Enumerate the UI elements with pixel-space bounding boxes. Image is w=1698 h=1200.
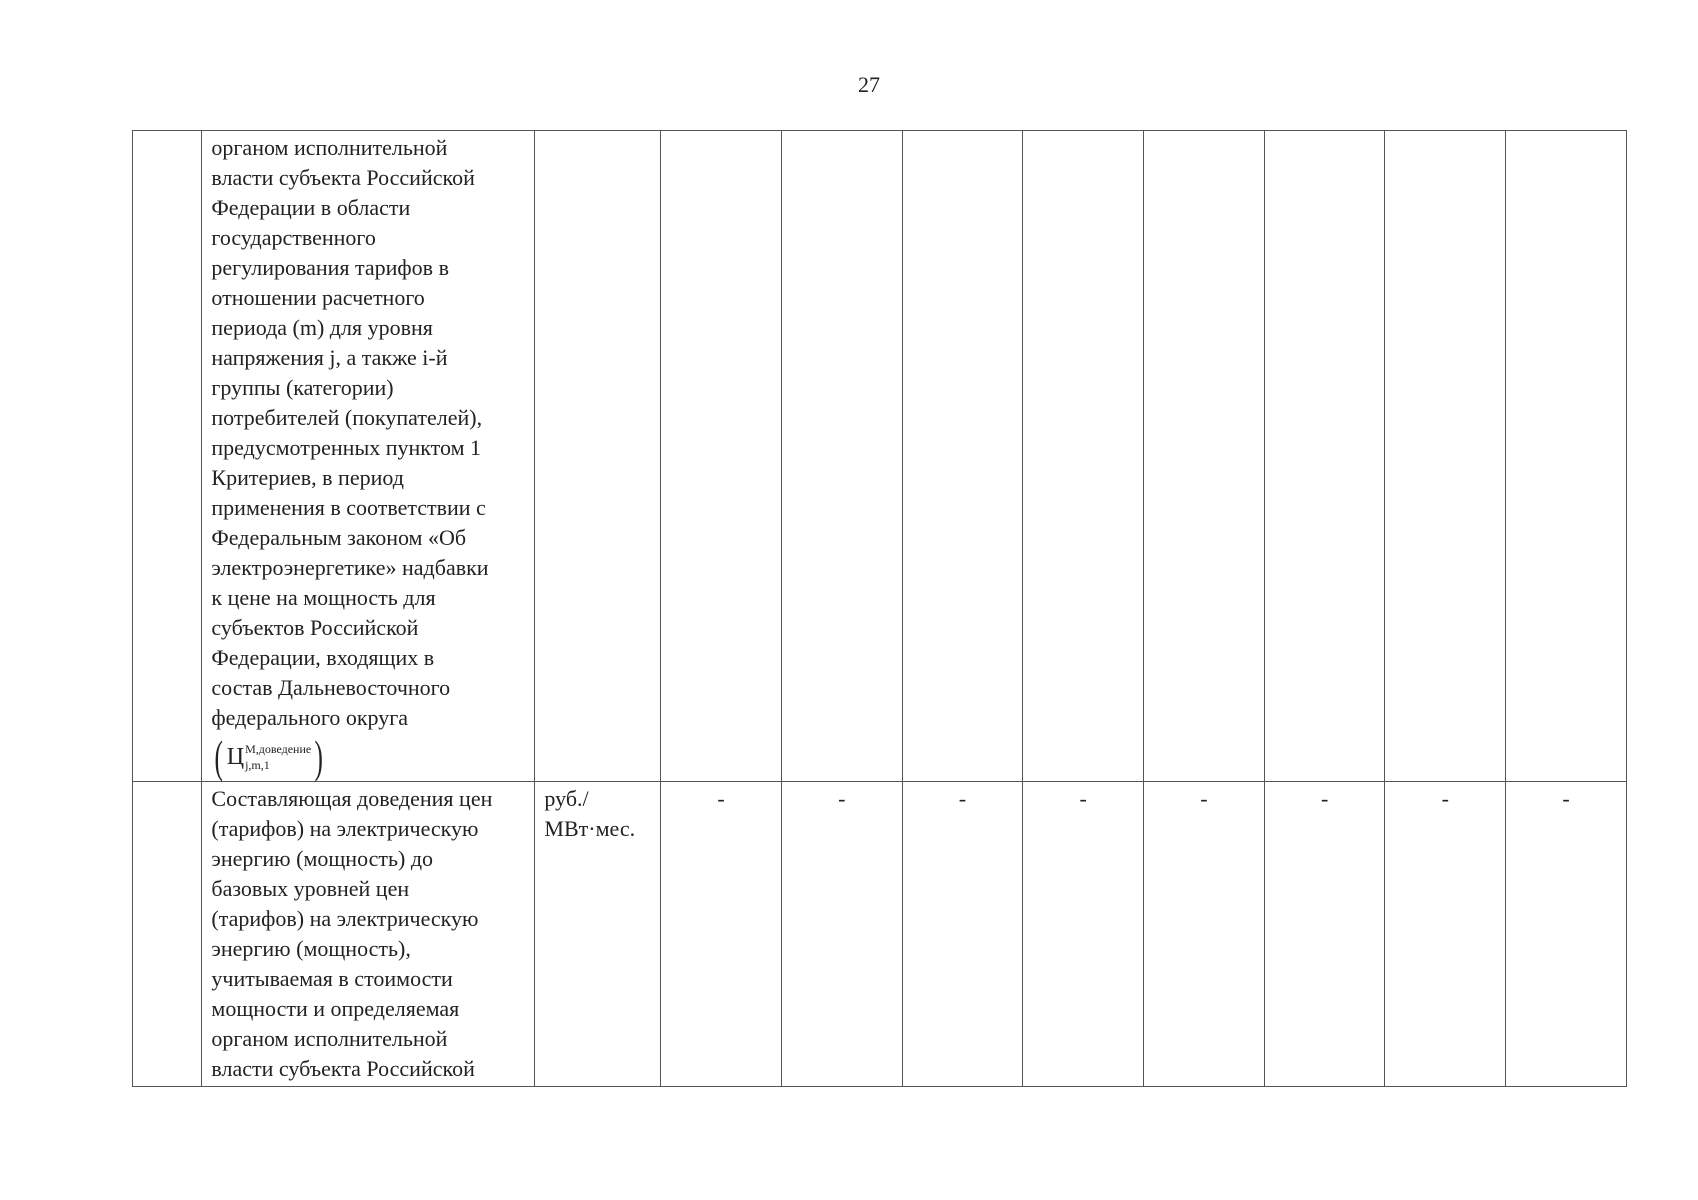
- tariff-table: [132, 130, 1627, 1087]
- value-text: [661, 131, 781, 133]
- formula-superscript: М,доведение: [245, 742, 312, 756]
- value-text: -: [958, 786, 967, 811]
- unit-cell: [535, 782, 661, 1087]
- value-cell: [1385, 131, 1506, 782]
- value-cell: [661, 131, 782, 782]
- value-text: [903, 131, 1023, 133]
- value-text: [1023, 131, 1143, 133]
- value-cell: [781, 782, 902, 1087]
- page-number: 27: [858, 72, 880, 97]
- value-text: [1385, 131, 1505, 133]
- value-cell: [781, 131, 902, 782]
- value-cell: [902, 782, 1023, 1087]
- table-row: [133, 131, 1627, 782]
- value-cell: [1023, 131, 1144, 782]
- value-cell: [1264, 782, 1385, 1087]
- formula: [211, 731, 326, 782]
- value-cell: [1506, 131, 1627, 782]
- value-text: -: [1562, 786, 1570, 811]
- table-row: [133, 782, 1627, 1087]
- value-text: -: [838, 786, 846, 811]
- left-paren: (: [214, 731, 224, 782]
- value-text: -: [1200, 786, 1208, 811]
- value-cell: [1506, 782, 1627, 1087]
- row-number-cell: [133, 782, 202, 1087]
- value-text: -: [1079, 786, 1087, 811]
- description-text: Составляющая доведения цен (тарифов) на электрическую энергию (мощность) до базовых уровней цен (тарифов) на электрическую энергию (мощность), учитываемая в стоимости мощности и определяемая органом исполнительной власти субъекта Российской: [211, 786, 493, 1081]
- value-text: -: [1320, 786, 1329, 811]
- unit-text: руб./ МВт·мес.: [544, 786, 636, 841]
- value-cell: [1023, 782, 1144, 1087]
- value-text: [1506, 131, 1626, 133]
- value-text: [1265, 131, 1385, 133]
- unit-cell: [535, 131, 661, 782]
- value-text: [1144, 131, 1264, 133]
- value-cell: [1385, 782, 1506, 1087]
- value-cell: [1264, 131, 1385, 782]
- value-cell: [1144, 131, 1265, 782]
- value-text: -: [717, 786, 725, 811]
- formula-subscript: j,m,1: [245, 758, 270, 772]
- row-number-cell: [133, 131, 202, 782]
- value-text: -: [1441, 786, 1449, 811]
- description-cell: [202, 131, 535, 782]
- value-cell: [902, 131, 1023, 782]
- formula-symbol: Ц: [226, 744, 245, 770]
- value-cell: [661, 782, 782, 1087]
- unit-text: [535, 131, 660, 135]
- description-text: органом исполнительной власти субъекта Российской Федерации в области государственного регулирования тарифов в отношении расчетного периода (m) для уровня напряжения j, а также i-й группы (категории) потребителей (покупателей), предусмотренных пунктом 1 Критериев, в период применения в соответствии с Федеральным законом «Об электроэнергетике» надбавки к цене на мощность для субъектов Российской Федерации, входящих в состав Дальневосточного федерального округа: [211, 135, 489, 730]
- value-cell: [1144, 782, 1265, 1087]
- right-paren: ): [314, 731, 324, 782]
- value-text: [782, 131, 902, 133]
- description-cell: [202, 782, 535, 1087]
